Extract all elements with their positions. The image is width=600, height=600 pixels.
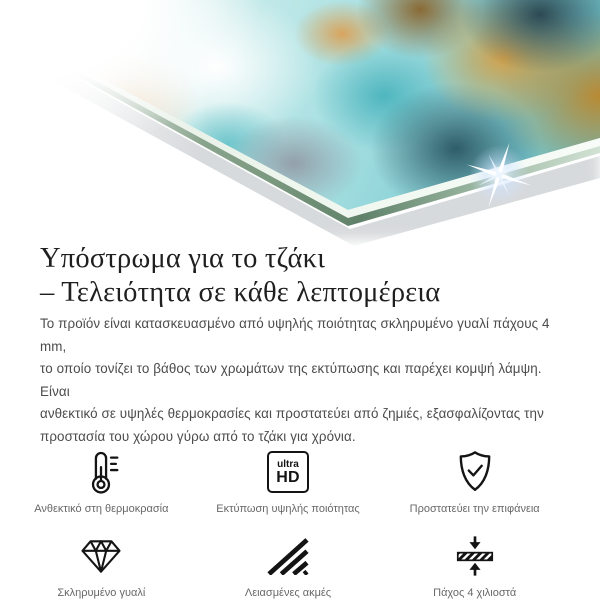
page-title bbox=[40, 242, 560, 310]
product-hero-image bbox=[0, 0, 600, 240]
ultra-hd-icon bbox=[267, 448, 309, 496]
thermometer-icon bbox=[78, 448, 124, 496]
shield-check-icon bbox=[453, 448, 497, 496]
description-line: ανθεκτικό σε υψηλές θερμοκρασίες και προστατεύει από ζημιές, εξασφαλίζοντας την bbox=[40, 406, 544, 421]
feature-thickness bbox=[381, 532, 568, 600]
feature-surface-protection bbox=[381, 448, 568, 516]
diamond-icon bbox=[79, 532, 123, 580]
product-description-section bbox=[0, 240, 600, 600]
feature-print-quality bbox=[195, 448, 382, 516]
product-description bbox=[40, 313, 560, 448]
thickness-icon bbox=[453, 532, 497, 580]
title-line-2: – Τελειότητα σε κάθε λεπτομέρεια bbox=[40, 277, 441, 308]
feature-label: Λειασμένες ακμές bbox=[244, 587, 332, 599]
description-line: το οποίο τονίζει το βάθος των χρωμάτων της εκτύπωσης και παρέχει κομψή λάμψη. Είναι bbox=[40, 361, 542, 399]
description-line: προστασία του χώρου γύρω από το τζάκι για χρόνια. bbox=[40, 428, 356, 444]
feature-temperature bbox=[8, 448, 195, 516]
feature-label: Ανθεκτικό στη θερμοκρασία bbox=[34, 503, 169, 515]
polished-edges-icon bbox=[267, 532, 309, 580]
feature-label: Σκληρυμένο γυαλί bbox=[57, 587, 146, 599]
sparkle-icon bbox=[463, 139, 535, 211]
feature-grid bbox=[8, 448, 568, 600]
feature-label: Προστατεύει την επιφάνεια bbox=[409, 503, 540, 515]
title-line-1: Υπόστρωμα για το τζάκι bbox=[40, 243, 326, 274]
feature-label: Πάχος 4 χιλιοστά bbox=[433, 587, 517, 599]
feature-tempered-glass bbox=[8, 532, 195, 600]
description-line: Το προϊόν είναι κατασκευασμένο από υψηλής ποιότητας σκληρυμένο γυαλί πάχους 4 mm, bbox=[40, 316, 550, 354]
ultra-hd-text-top: ultra bbox=[277, 458, 299, 470]
feature-label: Εκτύπωση υψηλής ποιότητας bbox=[216, 503, 360, 515]
feature-polished-edges bbox=[195, 532, 382, 600]
ultra-hd-text-bottom: HD bbox=[276, 468, 300, 486]
